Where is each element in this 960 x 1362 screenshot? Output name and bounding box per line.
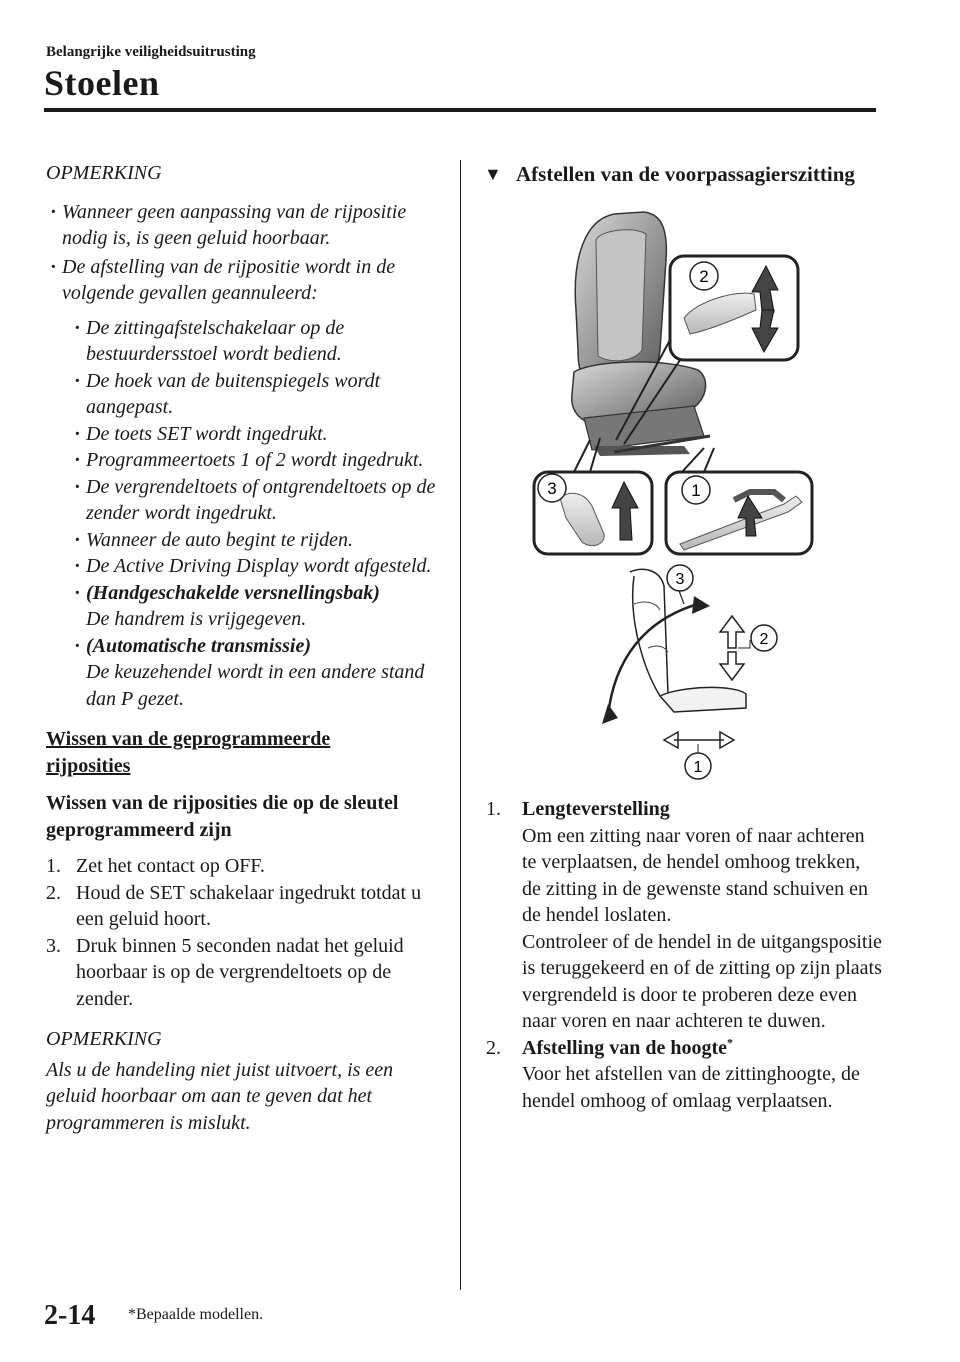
callout-label: 3 [675,571,685,588]
step-number: 1. [46,855,61,877]
step-number: 2. [46,881,61,904]
note-heading: OPMERKING [46,1028,162,1050]
step-item [46,880,436,933]
condition-item [46,421,436,448]
condition-item [46,580,436,633]
clear-heading: Wissen van de geprogrammeerde rijposities [46,728,331,777]
inset-slide-lever [666,448,812,554]
callout-label: 2 [699,267,709,286]
seat-diagram [484,200,844,790]
triangle-icon: ▼ [484,164,502,184]
condition-text: De Active Driving Display wordt afgesteld. [86,555,432,577]
condition-text: Wanneer de auto begint te rijden. [86,528,353,551]
step-number: 3. [46,934,61,957]
step-text: Druk binnen 5 seconden nadat het geluid hoorbaar is op de vergrendeltoets op de zender. [76,934,404,1010]
footnote-marker: * [727,1034,733,1049]
condition-text: De handrem is vrijgegeven. [86,608,307,630]
step-item [46,933,436,1013]
condition-text: De vergrendeltoets of ontgrendeltoets op de zender wordt ingedrukt. [86,475,436,524]
inset-recline-lever [534,438,652,554]
note-bullet-text: De afstelling van de rijpositie wordt in de volgende gevallen geannuleerd: [62,255,396,304]
callout-label: 1 [693,759,703,776]
adjustment-item [484,796,884,1035]
condition-item [46,633,436,713]
seat-line-drawing [602,565,777,756]
condition-item [46,474,436,527]
section-heading [484,160,884,188]
footer-note: *Bepaalde modellen. [128,1306,264,1323]
item-text: Controleer of de hendel in de uitgangspositie is teruggekeerd en of de zitting op zijn plaats vergrendeld is door te proberen deze even naar voren en naar achteren te duwen. [522,930,882,1032]
adjustment-item [484,1035,884,1115]
adjustment-list [484,796,884,1114]
condition-title: · (Automatische transmissie) [86,634,312,657]
condition-text: Programmeertoets 1 of 2 wordt ingedrukt. [86,449,424,471]
condition-text: De hoek van de buitenspiegels wordt aangepast. [86,369,381,418]
page-number: 2-14 [44,1300,96,1331]
condition-title: · (Handgeschakelde versnellingsbak) [86,581,380,604]
item-number: 1. [486,798,501,820]
item-title: Lengteverstelling [522,798,670,820]
item-text: Voor het afstellen van de zittinghoogte, de hendel omhoog of omlaag verplaatsen. [522,1063,860,1112]
step-text: Zet het contact op OFF. [76,855,265,877]
item-title-text: Afstelling van de hoogte [522,1036,727,1059]
left-column [46,160,436,1136]
condition-text: De toets SET wordt ingedrukt. [86,422,328,445]
callout-label: 3 [547,479,557,498]
cancel-conditions [46,315,436,713]
step-item [46,853,436,880]
section-label: Belangrijke veiligheidsuitrusting [46,44,256,60]
note-text: Als u de handeling niet juist uitvoert, is een geluid hoorbaar om aan te geven dat het programmeren is mislukt. [46,1058,394,1134]
seat-illustration [484,200,844,776]
condition-item [46,447,436,474]
note-bullet [46,199,436,252]
condition-item [46,368,436,421]
item-number: 2. [486,1036,501,1059]
condition-text: De zittingafstelschakelaar op de bestuurdersstoel wordt bediend. [86,316,345,365]
note-bullets [46,199,436,713]
right-column [484,160,884,1114]
callout-label: 1 [691,481,701,500]
page-title: Stoelen [44,63,160,103]
condition-item [46,553,436,580]
note-bullet [46,254,436,713]
condition-item [46,527,436,554]
note-heading: OPMERKING [46,162,162,184]
note-bullet-text: Wanneer geen aanpassing van de rijpositie nodig is, is geen geluid hoorbaar. [62,200,407,249]
item-text: Om een zitting naar voren of naar achteren te verplaatsen, de hendel omhoog trekken, de zitting in de gewenste stand schuiven en de hendel loslaten. [522,824,869,926]
item-title [522,1035,884,1062]
clear-steps [46,853,436,1012]
clear-key-heading: Wissen van de rijposities die op de sleutel geprogrammeerd zijn [46,792,399,841]
section-heading-text: Afstellen van de voorpassagierszitting [516,162,855,186]
step-text: Houd de SET schakelaar ingedrukt totdat u een geluid hoort. [76,881,422,930]
column-divider [460,160,461,1290]
callout-label: 2 [759,631,769,648]
condition-text: De keuzehendel wordt in een andere stand dan P gezet. [86,661,425,710]
title-rule [44,108,876,112]
condition-item [46,315,436,368]
